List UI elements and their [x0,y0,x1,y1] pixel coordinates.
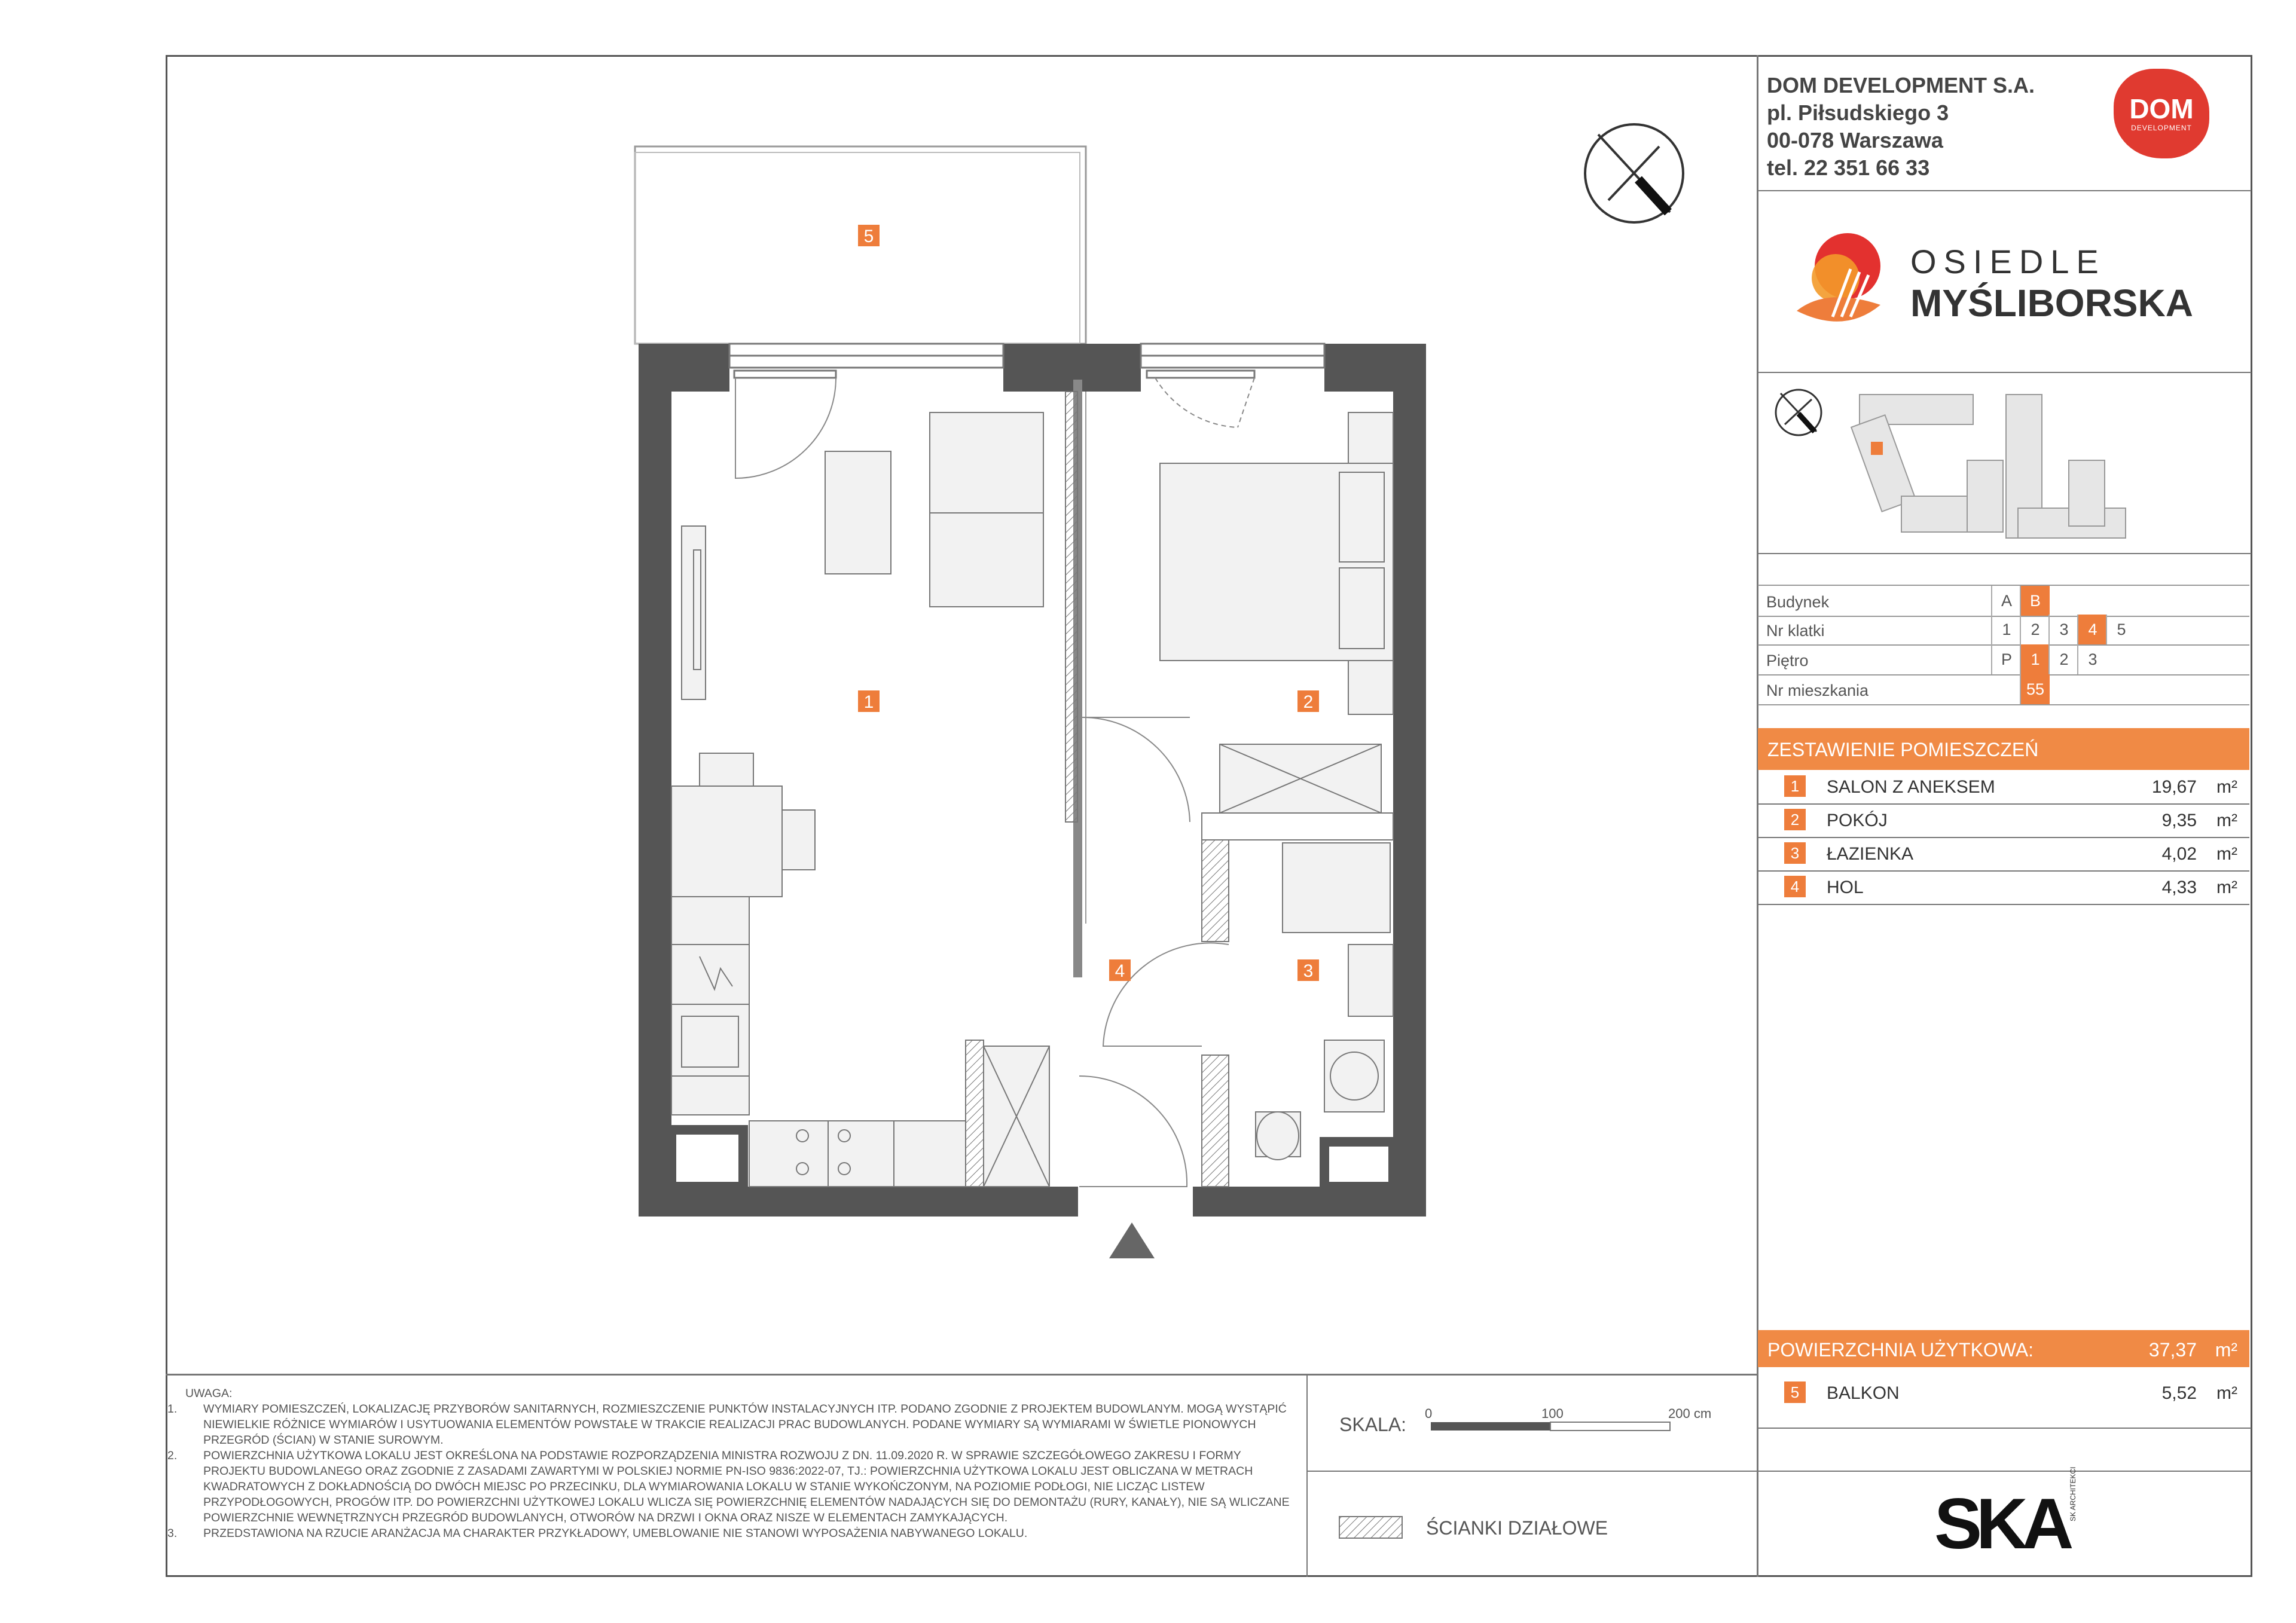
note-1 [167,1401,1303,1448]
bathroom-fixtures [1256,843,1393,1160]
note-3-num: 3. [167,1527,178,1540]
plan-label-5: 5 [863,227,874,246]
room-area-4: 4,33 [2161,878,2197,897]
scale-bar [1431,1422,1670,1431]
apartment-number: 55 [2020,674,2050,704]
room-name-2: POKÓJ [1827,811,1888,830]
room-unit-1: m² [2216,777,2237,797]
architect-logo-sub: SK ARCHITEKCI [2069,1466,2077,1521]
dom-logo-sub: DEVELOPMENT [2131,124,2192,132]
staircase-2: 2 [2020,615,2050,644]
company-address-1: pl. Piłsudskiego 3 [1767,100,1949,125]
kitchen-counter [749,1046,1049,1187]
balcony-row [1758,1376,2249,1410]
north-arrow-icon [1585,124,1683,222]
staircase-3: 3 [2048,615,2078,644]
company-address-2: 00-078 Warszawa [1767,128,1943,152]
project-title-line2: MYŚLIBORSKA [1910,282,2193,325]
note-2 [167,1448,1303,1526]
info-row-building [1758,585,2249,617]
company-name: DOM DEVELOPMENT S.A. [1767,73,2035,97]
floor-3: 3 [2077,644,2107,674]
note-3-text: PRZEDSTAWIONA NA RZUCIE ARANŻACJA MA CHARAKTER PRZYKŁADOWY, UMEBLOWANIE NIE STANOWI WYPOSAŻENIA NABYWANEGO LOKALU. [203,1527,1028,1540]
info-label-floor: Piętro [1766,652,1809,670]
room-area-3: 4,02 [2161,844,2197,864]
building-b: B [2020,586,2050,616]
company-phone: tel. 22 351 66 33 [1767,155,1930,180]
entrance-marker [1109,1222,1155,1258]
notes-title: UWAGA: [185,1387,233,1400]
info-row-staircase [1758,615,2249,646]
room-row-2 [1758,803,2249,838]
usable-area-bar [1758,1330,2249,1367]
note-2-num: 2. [167,1449,178,1462]
staircase-4: 4 [2077,615,2107,644]
balcony-num: 5 [1784,1381,1806,1403]
company-info [1767,72,2035,182]
floor-1: 1 [2020,644,2050,674]
building-a: A [1991,586,2021,616]
bedroom-furniture [1160,412,1393,813]
room-num-3: 3 [1784,842,1806,864]
note-3 [167,1526,1303,1541]
plan-label-2: 2 [1303,692,1314,712]
plan-label-3: 3 [1303,961,1314,981]
architect-logo: SKA [1934,1484,2068,1564]
partition-legend-label: ŚCIANKI DZIAŁOWE [1426,1517,1608,1539]
site-compass-icon [1776,390,1821,435]
living-furniture [671,412,1043,1115]
room-area-2: 9,35 [2161,811,2197,830]
site-plan-thumbnail [1851,395,2126,538]
rooms-heading-bar [1758,728,2249,770]
room-area-1: 19,67 [2151,777,2197,797]
scale-label: SKALA: [1339,1414,1407,1435]
room-row-1 [1758,770,2249,805]
info-row-apartment [1758,674,2249,705]
balcony-name: BALKON [1827,1383,1900,1403]
balcony-area: 5,52 [2161,1383,2197,1403]
room-row-3 [1758,837,2249,872]
notes [167,1386,1303,1541]
info-label-staircase: Nr klatki [1766,622,1825,640]
balcony-unit: m² [2216,1383,2237,1403]
staircase-5: 5 [2106,615,2136,644]
room-num-4: 4 [1784,876,1806,897]
project-logo-icon [1791,221,1886,341]
room-unit-3: m² [2216,844,2237,864]
note-1-num: 1. [167,1402,178,1416]
note-1-text: WYMIARY POMIESZCZEŃ, LOKALIZACJĘ PRZYBORÓW SANITARNYCH, ROZMIESZCZENIE PUNKTÓW INSTALACYJNYCH ITP. PODANO ZGODNIE Z PROJEKTEM BUDOWLANYM. MOGĄ WYSTĄPIĆ NIEWIELKIE RÓŻNICE WYMIARÓW I USYTUOWANIA ELEMENTÓW POWSTAŁE W TRAKCIE REALIZACJI PRAC BUDOWLANYCH. PODANE WYMIARY SĄ WYMIARAMI W ŚWIETLE PIONOWYCH PRZEGRÓD (ŚCIAN) W STANIE SUROWYM. [203,1402,1287,1447]
scale-tick-200: 200 cm [1668,1406,1712,1421]
plan-label-1: 1 [863,692,874,712]
rooms-heading: ZESTAWIENIE POMIESZCZEŃ [1767,739,2039,760]
info-label-building: Budynek [1766,593,1830,611]
room-unit-2: m² [2216,811,2237,830]
partition-legend-swatch [1339,1517,1402,1538]
info-row-floor [1758,644,2249,676]
usable-area-value: 37,37 [2148,1339,2197,1361]
room-num-1: 1 [1784,775,1806,797]
plan-label-4: 4 [1115,961,1125,981]
room-num-2: 2 [1784,809,1806,830]
usable-area-label: POWIERZCHNIA UŻYTKOWA: [1767,1339,2034,1361]
note-2-text: POWIERZCHNIA UŻYTKOWA LOKALU JEST OKREŚLONA NA PODSTAWIE ROZPORZĄDZENIA MINISTRA ROZWOJU Z DN. 11.09.2020 R. W SPRAWIE SZCZEGÓŁOWEGO ZAKRESU I FORMY PROJEKTU BUDOWLANEGO ORAZ ZGODNIE Z ZASADAMI ZAWARTYMI W POLSKIEJ NORMIE PN-ISO 9836:2022-07, TJ.: POWIERZCHNIA UŻYTKOWA LOKALU JEST OBLICZANA W METRACH KWADRATOWYCH Z DOKŁADNOŚCIĄ DO DWÓCH MIEJSC PO PRZECINKU, DLA WYMIAROWANIA LOKALU W STANIE WYKOŃCZONYM, NA POZIOMIE PODŁOGI, NIE LICZĄC LISTEW PRZYPODŁOGOWYCH, PROGÓW ITP. DO POWIERZCHNI UŻYTKOWEJ LOKALU WLICZA SIĘ POWIERZCHNIĘ ELEMENTÓW NADAJĄCYCH SIĘ DO DEMONTAŻU (RURY, KANAŁY), NIE SĄ WLICZANE POWIERZCHNIE WEWNĘTRZNYCH PRZEGRÓD BUDOWLANYCH, OTWORÓW NA DRZWI I OKNA ORAZ NISZE W ELEMENTACH ZAMYKAJĄCYCH. [203,1449,1290,1524]
scale-tick-0: 0 [1425,1406,1433,1421]
scale-tick-100: 100 [1541,1406,1564,1421]
room-name-4: HOL [1827,878,1864,897]
dom-logo-text: DOM [2129,93,2194,124]
floor-p: P [1991,644,2021,674]
room-unit-4: m² [2216,878,2237,897]
project-title-line1: OSIEDLE [1910,243,2106,280]
staircase-1: 1 [1991,615,2021,644]
info-label-apartment: Nr mieszkania [1766,681,1869,699]
usable-area-unit: m² [2215,1339,2237,1361]
floor-2: 2 [2048,644,2078,674]
room-row-4 [1758,870,2249,905]
room-name-3: ŁAZIENKA [1827,844,1914,864]
room-name-1: SALON Z ANEKSEM [1827,777,1995,797]
dom-logo [2114,69,2209,158]
